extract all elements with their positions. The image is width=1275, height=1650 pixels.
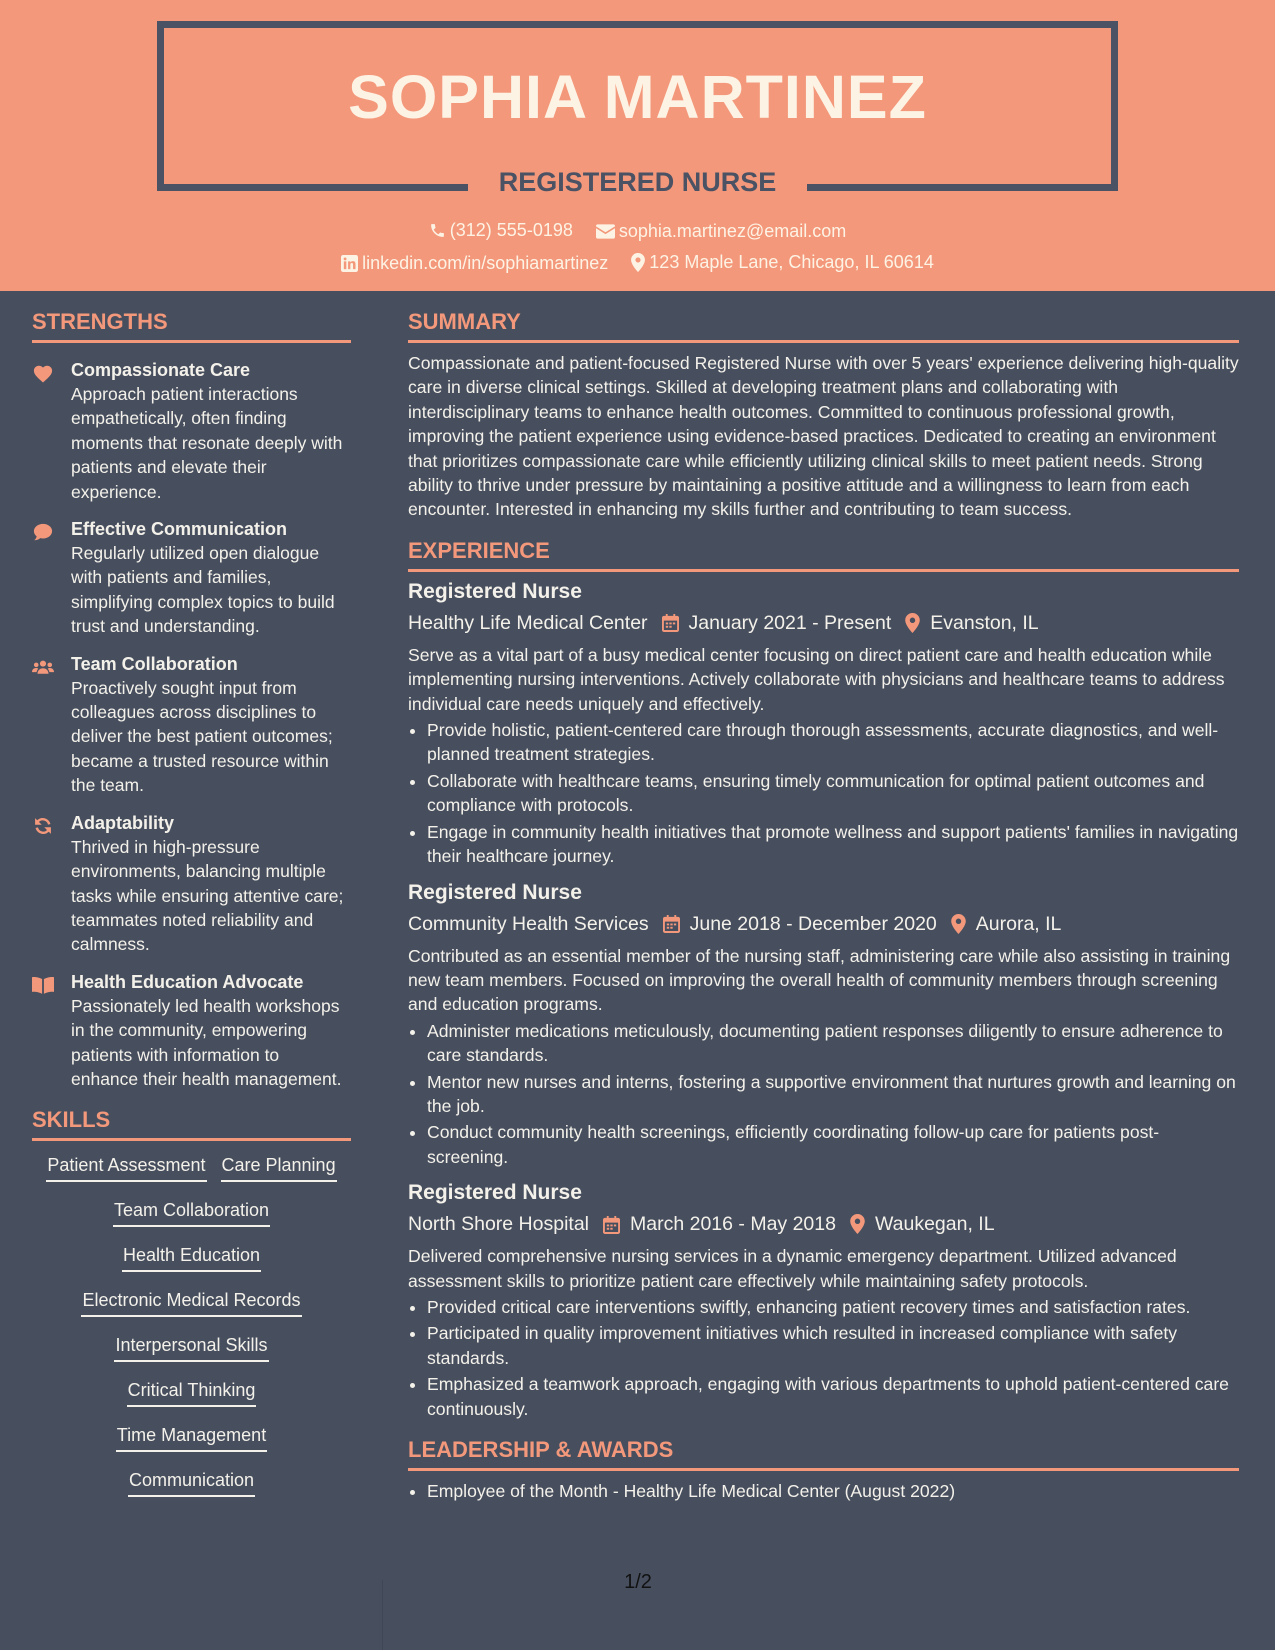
page-number: 1/2 bbox=[624, 1571, 652, 1593]
strength-desc: Thrived in high-pressure environments, balancing multiple tasks while ensuring attentive care; teammates noted reliability and calmness. bbox=[71, 836, 344, 955]
skills-heading: SKILLS bbox=[32, 1107, 351, 1141]
strength-title: Effective Communication bbox=[71, 519, 288, 540]
strength-title: Adaptability bbox=[71, 812, 175, 833]
skill-tag: Communication bbox=[128, 1468, 255, 1497]
strength-desc: Regularly utilized open dialogue with patients and families, simplifying complex topics to build trust and understanding. bbox=[71, 543, 335, 637]
job-description: Contributed as an essential member of the nursing staff, administering care while also assisting in training new team members. Focused on improving the overall health of community members through screening and education programs. bbox=[408, 945, 1231, 1015]
job-bullet: • Conduct community health screenings, efficiently coordinating follow-up care for patients post-screening. bbox=[427, 1120, 1239, 1169]
skill-tag: Team Collaboration bbox=[113, 1198, 270, 1227]
phone-text: (312) 555-0198 bbox=[449, 220, 573, 240]
map-pin-icon bbox=[951, 914, 966, 934]
users-icon bbox=[32, 657, 54, 677]
column-divider bbox=[382, 1580, 383, 1650]
linkedin-icon bbox=[341, 255, 358, 272]
summary-text: Compassionate and patient-focused Registered Nurse with over 5 years' experience delivering high-quality care in diverse clinical settings. Skilled at developing treatment plans and collaborating with interdisciplinary teams to enhance health outcomes. Committed to continuous professional growth, improving the patient experience using evidence-based practices. Dedicated to creating an environment that prioritizes compassionate care while efficiently utilizing clinical skills to meet patient needs. Strong ability to thrive under pressure by maintaining a positive attitude and a willingness to learn from each encounter. Interested in enhancing my skills further and contributing to team success. bbox=[408, 353, 1239, 520]
calendar-icon bbox=[603, 1215, 620, 1234]
contact-line-2 bbox=[0, 252, 1275, 277]
map-pin-icon bbox=[631, 253, 645, 272]
strength-title: Team Collaboration bbox=[71, 653, 238, 674]
job-company: Healthy Life Medical Center bbox=[408, 611, 648, 634]
job-dates: March 2016 - May 2018 bbox=[630, 1213, 836, 1236]
job-bullet: • Provided critical care interventions swiftly, enhancing patient recovery times and satisfaction rates. bbox=[427, 1295, 1239, 1319]
experience-heading: EXPERIENCE bbox=[408, 538, 1239, 572]
candidate-name: SOPHIA MARTINEZ bbox=[348, 63, 927, 131]
job-meta bbox=[408, 609, 1239, 637]
job-bullet: • Provide holistic, patient-centered care through thorough assessments, accurate diagnostics, and well-planned treatment strategies. bbox=[427, 718, 1239, 767]
skill-tag: Time Management bbox=[116, 1423, 267, 1452]
job-role: Registered Nurse bbox=[408, 579, 582, 603]
job-bullet: • Participated in quality improvement initiatives which resulted in increased compliance with safety standards. bbox=[427, 1321, 1239, 1370]
job-role: Registered Nurse bbox=[408, 880, 582, 904]
left-column bbox=[32, 291, 351, 1513]
skill-tag: Patient Assessment bbox=[46, 1153, 206, 1182]
job-bullets bbox=[408, 718, 1239, 868]
phone-icon bbox=[429, 222, 446, 239]
skill-tag: Electronic Medical Records bbox=[81, 1288, 301, 1317]
strength-item bbox=[32, 652, 351, 798]
job-title: REGISTERED NURSE bbox=[498, 167, 777, 197]
frame-rule-left bbox=[157, 184, 468, 191]
address-text: 123 Maple Lane, Chicago, IL 60614 bbox=[649, 252, 934, 272]
job-entry bbox=[408, 578, 1239, 869]
skill-tag: Interpersonal Skills bbox=[114, 1333, 268, 1362]
job-bullet: • Collaborate with healthcare teams, ensuring timely communication for optimal patient outcomes and compliance with protocols. bbox=[427, 769, 1239, 818]
job-dates: January 2021 - Present bbox=[688, 611, 892, 634]
email-contact[interactable] bbox=[596, 221, 846, 242]
strength-title: Compassionate Care bbox=[71, 360, 251, 380]
right-column bbox=[408, 291, 1239, 1503]
book-icon bbox=[32, 975, 54, 995]
heart-icon bbox=[32, 363, 54, 383]
frame-rule-right bbox=[807, 184, 1118, 191]
job-location: Waukegan, IL bbox=[874, 1213, 995, 1236]
envelope-icon bbox=[596, 224, 615, 239]
strength-desc: Proactively sought input from colleagues across disciplines to deliver the best patient outcomes; became a trusted resource within the team. bbox=[71, 677, 333, 796]
email-text: sophia.martinez@email.com bbox=[618, 221, 847, 241]
award-item: • Employee of the Month - Healthy Life Medical Center (August 2022) bbox=[427, 1479, 1239, 1503]
job-role: Registered Nurse bbox=[408, 1181, 582, 1205]
contact-line-1 bbox=[0, 220, 1275, 244]
header-banner bbox=[0, 0, 1275, 291]
map-pin-icon bbox=[850, 1214, 865, 1234]
job-entry bbox=[408, 1179, 1239, 1421]
job-bullets bbox=[408, 1295, 1239, 1421]
strength-item bbox=[32, 517, 351, 639]
strengths-heading: STRENGTHS bbox=[32, 309, 351, 343]
map-pin-icon bbox=[905, 613, 920, 633]
speech-bubble-icon bbox=[32, 522, 54, 542]
job-location: Aurora, IL bbox=[975, 912, 1062, 935]
strength-item bbox=[32, 811, 351, 957]
strength-item bbox=[32, 358, 351, 504]
awards-list bbox=[408, 1479, 1239, 1503]
job-meta bbox=[408, 1210, 1239, 1238]
job-entry bbox=[408, 879, 1239, 1170]
job-bullet: • Engage in community health initiatives that promote wellness and support patients' families in navigating their healthcare journey. bbox=[427, 820, 1239, 869]
phone-contact[interactable] bbox=[429, 220, 573, 241]
job-company: Community Health Services bbox=[408, 912, 649, 935]
strength-item bbox=[32, 970, 351, 1092]
strength-title: Health Education Advocate bbox=[71, 971, 304, 992]
calendar-icon bbox=[663, 914, 680, 933]
address-contact bbox=[631, 252, 934, 273]
job-bullet: • Administer medications meticulously, documenting patient responses diligently to ensure adherence to care standards. bbox=[427, 1019, 1239, 1068]
skill-tag: Critical Thinking bbox=[127, 1378, 257, 1407]
linkedin-contact[interactable] bbox=[341, 253, 608, 274]
job-dates: June 2018 - December 2020 bbox=[689, 912, 937, 935]
strength-desc: Passionately led health workshops in the community, empowering patients with information to enhance their health management. bbox=[71, 995, 342, 1089]
job-description: Serve as a vital part of a busy medical center focusing on direct patient care and health education while implementing nursing interventions. Actively collaborate with physicians and healthcare teams to address individual care needs uniquely and effectively. bbox=[408, 644, 1225, 714]
job-company: North Shore Hospital bbox=[408, 1213, 590, 1236]
job-description: Delivered comprehensive nursing services in a dynamic emergency department. Utilized advanced assessment skills to prioritize patient care effectively while maintaining safety protocols. bbox=[408, 1246, 1177, 1291]
job-bullet: • Emphasized a teamwork approach, engaging with various departments to uphold patient-centered care continuously. bbox=[427, 1372, 1239, 1421]
skill-tag: Health Education bbox=[122, 1243, 261, 1272]
calendar-icon bbox=[662, 613, 679, 632]
linkedin-text: linkedin.com/in/sophiamartinez bbox=[362, 253, 609, 273]
summary-heading: SUMMARY bbox=[408, 309, 1239, 343]
skills-list bbox=[32, 1153, 351, 1513]
job-location: Evanston, IL bbox=[930, 611, 1039, 634]
strength-desc: Approach patient interactions empathetically, often finding moments that resonate deeply with patients and elevate their experience. bbox=[71, 384, 343, 502]
skill-tag: Care Planning bbox=[221, 1153, 337, 1182]
job-meta bbox=[408, 910, 1239, 938]
job-bullet: • Mentor new nurses and interns, fostering a supportive environment that nurtures growth and learning on the job. bbox=[427, 1070, 1239, 1119]
awards-heading: LEADERSHIP & AWARDS bbox=[408, 1437, 1239, 1471]
refresh-icon bbox=[32, 816, 54, 836]
job-bullets bbox=[408, 1019, 1239, 1169]
